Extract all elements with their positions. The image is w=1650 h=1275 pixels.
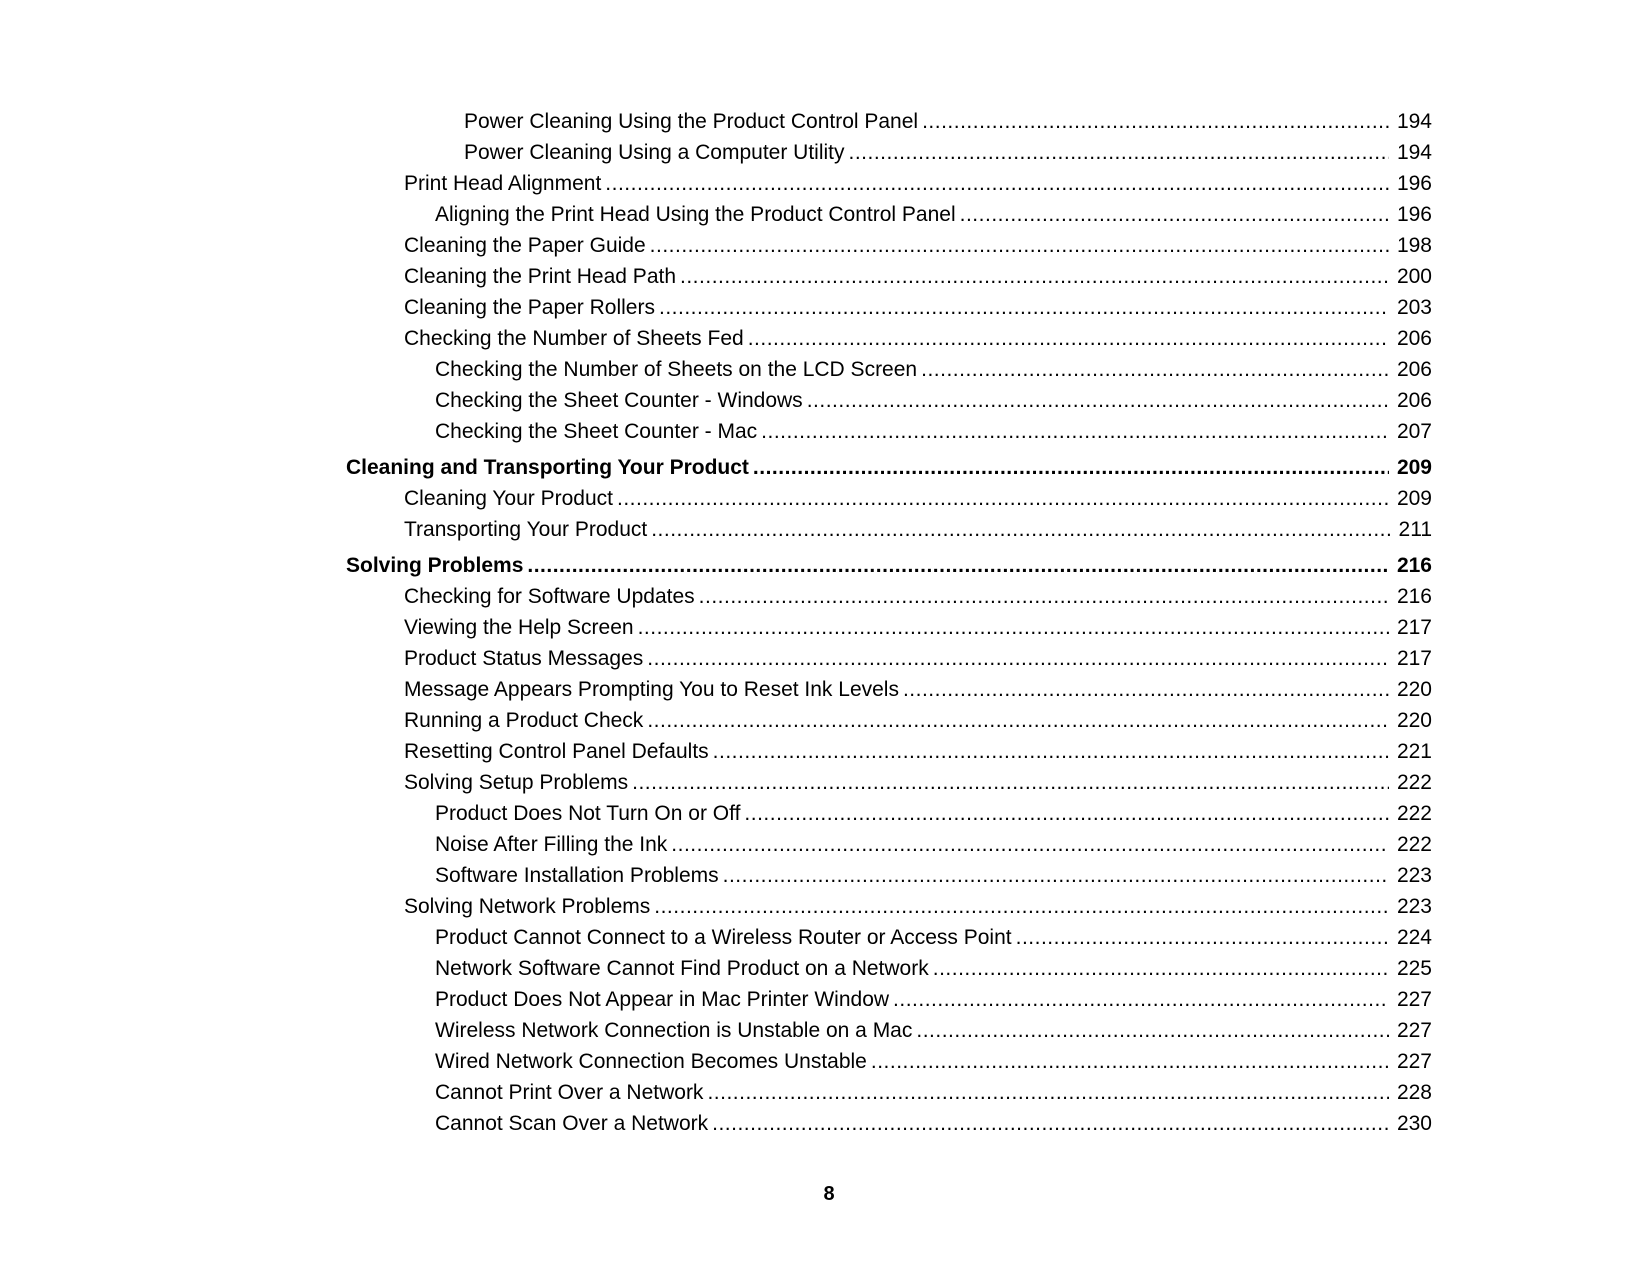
toc-leader-dots bbox=[922, 109, 1389, 134]
toc-leader-dots bbox=[617, 486, 1389, 511]
toc-entry-page: 224 bbox=[1396, 925, 1432, 949]
toc-leader-dots bbox=[903, 677, 1389, 702]
toc-entry[interactable] bbox=[0, 354, 1432, 385]
toc-entry-page: 217 bbox=[1396, 615, 1432, 639]
toc-leader-dots bbox=[699, 584, 1389, 609]
toc-entry-title: Aligning the Print Head Using the Product Control Panel bbox=[435, 202, 956, 226]
toc-entry-title: Cannot Scan Over a Network bbox=[435, 1111, 709, 1135]
toc-entry-title: Network Software Cannot Find Product on a Network bbox=[435, 956, 929, 980]
toc-entry-page: 216 bbox=[1396, 584, 1432, 608]
toc-entry-title: Transporting Your Product bbox=[404, 517, 648, 541]
toc-entry[interactable] bbox=[0, 736, 1432, 767]
toc-entry-page: 227 bbox=[1396, 1018, 1432, 1042]
toc-entry-title: Cannot Print Over a Network bbox=[435, 1080, 704, 1104]
toc-entry[interactable] bbox=[0, 705, 1432, 736]
toc-entry-title: Cleaning the Paper Rollers bbox=[404, 295, 655, 319]
toc-leader-dots bbox=[871, 1049, 1389, 1074]
toc-entry[interactable] bbox=[0, 922, 1432, 953]
toc-leader-dots bbox=[605, 171, 1389, 196]
toc-entry-page: 227 bbox=[1396, 987, 1432, 1011]
toc-leader-dots bbox=[753, 455, 1389, 480]
toc-entry-page: 221 bbox=[1396, 739, 1432, 763]
toc-entry-page: 222 bbox=[1396, 832, 1432, 856]
toc-leader-dots bbox=[671, 832, 1389, 857]
toc-leader-dots bbox=[921, 357, 1389, 382]
toc-entry-title: Checking the Sheet Counter - Mac bbox=[435, 419, 758, 443]
toc-entry-page: 194 bbox=[1396, 109, 1432, 133]
toc-entry[interactable] bbox=[0, 1015, 1432, 1046]
toc-leader-dots bbox=[849, 140, 1389, 165]
toc-entry-title: Wired Network Connection Becomes Unstable bbox=[435, 1049, 867, 1073]
toc-entry[interactable] bbox=[0, 1046, 1432, 1077]
toc-entry-title: Solving Problems bbox=[346, 553, 524, 577]
toc-leader-dots bbox=[638, 615, 1389, 640]
toc-entry-page: 194 bbox=[1396, 140, 1432, 164]
toc-entry-page: 222 bbox=[1396, 770, 1432, 794]
toc-leader-dots bbox=[761, 419, 1389, 444]
toc-entry-page: 223 bbox=[1396, 894, 1432, 918]
toc-entry[interactable] bbox=[0, 416, 1432, 447]
toc-entry-page: 222 bbox=[1396, 801, 1432, 825]
toc-entry[interactable] bbox=[0, 798, 1432, 829]
toc-entry-page: 196 bbox=[1396, 202, 1432, 226]
toc-leader-dots bbox=[680, 264, 1389, 289]
toc-entry[interactable] bbox=[0, 1077, 1432, 1108]
toc-entry[interactable] bbox=[0, 612, 1432, 643]
toc-entry[interactable] bbox=[0, 891, 1432, 922]
toc-entry-title: Solving Setup Problems bbox=[404, 770, 629, 794]
toc-leader-dots bbox=[893, 987, 1389, 1012]
toc-entry-page: 209 bbox=[1396, 486, 1432, 510]
toc-entry-page: 207 bbox=[1396, 419, 1432, 443]
toc-entry-title: Product Cannot Connect to a Wireless Router or Access Point bbox=[435, 925, 1012, 949]
toc-entry-page: 227 bbox=[1396, 1049, 1432, 1073]
toc-entry-title: Cleaning the Paper Guide bbox=[404, 233, 646, 257]
toc-entry-page: 211 bbox=[1398, 517, 1432, 541]
toc-leader-dots bbox=[632, 770, 1389, 795]
toc-entry-title: Solving Network Problems bbox=[404, 894, 651, 918]
toc-entry-page: 196 bbox=[1396, 171, 1432, 195]
toc-entry-title: Cleaning and Transporting Your Product bbox=[346, 455, 749, 479]
toc-entry[interactable] bbox=[0, 137, 1432, 168]
toc-entry[interactable] bbox=[0, 106, 1432, 137]
toc-entry[interactable] bbox=[0, 860, 1432, 891]
toc-leader-dots bbox=[1016, 925, 1389, 950]
toc-entry[interactable] bbox=[0, 581, 1432, 612]
toc-entry-title: Message Appears Prompting You to Reset Ink Levels bbox=[404, 677, 899, 701]
toc-leader-dots bbox=[748, 326, 1389, 351]
toc-entry[interactable] bbox=[0, 953, 1432, 984]
toc-entry-page: 198 bbox=[1396, 233, 1432, 257]
toc-leader-dots bbox=[744, 801, 1389, 826]
toc-entry[interactable] bbox=[0, 385, 1432, 416]
toc-entry-title: Checking the Sheet Counter - Windows bbox=[435, 388, 803, 412]
toc-entry-page: 225 bbox=[1396, 956, 1432, 980]
toc-entry-page: 209 bbox=[1396, 455, 1432, 479]
toc-entry-title: Product Status Messages bbox=[404, 646, 644, 670]
toc-entry-page: 230 bbox=[1396, 1111, 1432, 1135]
toc-entry-page: 206 bbox=[1396, 326, 1432, 350]
toc-entry-title: Checking for Software Updates bbox=[404, 584, 695, 608]
toc-entry[interactable] bbox=[0, 452, 1432, 483]
toc-entry[interactable] bbox=[0, 767, 1432, 798]
toc-entry[interactable] bbox=[0, 829, 1432, 860]
toc-leader-dots bbox=[647, 646, 1389, 671]
toc-entry[interactable] bbox=[0, 292, 1432, 323]
toc-entry-title: Running a Product Check bbox=[404, 708, 644, 732]
toc-entry-page: 206 bbox=[1396, 388, 1432, 412]
toc-entry-page: 216 bbox=[1396, 553, 1432, 577]
toc-entry-title: Cleaning Your Product bbox=[404, 486, 613, 510]
toc-leader-dots bbox=[960, 202, 1389, 227]
toc-entry[interactable] bbox=[0, 550, 1432, 581]
toc-entry-title: Power Cleaning Using a Computer Utility bbox=[464, 140, 845, 164]
toc-entry-title: Viewing the Help Screen bbox=[404, 615, 634, 639]
toc-entry-title: Resetting Control Panel Defaults bbox=[404, 739, 709, 763]
toc-entry[interactable] bbox=[0, 168, 1432, 199]
toc-entry[interactable] bbox=[0, 1108, 1432, 1139]
toc-entry[interactable] bbox=[0, 199, 1432, 230]
toc-entry[interactable] bbox=[0, 230, 1432, 261]
toc-entry-title: Checking the Number of Sheets Fed bbox=[404, 326, 744, 350]
toc-leader-dots bbox=[916, 1018, 1389, 1043]
toc-entry-page: 220 bbox=[1396, 677, 1432, 701]
toc-leader-dots bbox=[650, 233, 1389, 258]
toc-entry-title: Cleaning the Print Head Path bbox=[404, 264, 677, 288]
toc-entry-page: 228 bbox=[1396, 1080, 1432, 1104]
toc-entry-page: 203 bbox=[1396, 295, 1432, 319]
toc-leader-dots bbox=[654, 894, 1389, 919]
toc-entry-page: 217 bbox=[1396, 646, 1432, 670]
toc-leader-dots bbox=[527, 553, 1389, 578]
toc-entry-page: 223 bbox=[1396, 863, 1432, 887]
toc-entry-page: 220 bbox=[1396, 708, 1432, 732]
toc-entry-title: Wireless Network Connection is Unstable on a Mac bbox=[435, 1018, 913, 1042]
toc-leader-dots bbox=[807, 388, 1389, 413]
toc-entry-page: 206 bbox=[1396, 357, 1432, 381]
toc-leader-dots bbox=[707, 1080, 1389, 1105]
page-number: 8 bbox=[823, 1183, 835, 1205]
toc-entry-title: Product Does Not Appear in Mac Printer Window bbox=[435, 987, 890, 1011]
toc-entry-title: Product Does Not Turn On or Off bbox=[435, 801, 741, 825]
toc-entry-title: Software Installation Problems bbox=[435, 863, 719, 887]
table-of-contents bbox=[0, 106, 1650, 1139]
toc-leader-dots bbox=[651, 517, 1390, 542]
toc-leader-dots bbox=[713, 739, 1389, 764]
toc-entry-title: Power Cleaning Using the Product Control Panel bbox=[464, 109, 919, 133]
toc-leader-dots bbox=[659, 295, 1389, 320]
toc-leader-dots bbox=[723, 863, 1389, 888]
toc-entry[interactable] bbox=[0, 674, 1432, 705]
toc-entry-title: Print Head Alignment bbox=[404, 171, 602, 195]
toc-leader-dots bbox=[712, 1111, 1389, 1136]
toc-entry[interactable] bbox=[0, 483, 1432, 514]
toc-entry[interactable] bbox=[0, 643, 1432, 674]
toc-entry-title: Noise After Filling the Ink bbox=[435, 832, 668, 856]
toc-entry[interactable] bbox=[0, 261, 1432, 292]
toc-entry-page: 200 bbox=[1396, 264, 1432, 288]
toc-entry[interactable] bbox=[0, 984, 1432, 1015]
toc-entry[interactable] bbox=[0, 323, 1432, 354]
toc-entry[interactable] bbox=[0, 514, 1432, 545]
toc-leader-dots bbox=[647, 708, 1389, 733]
toc-entry-title: Checking the Number of Sheets on the LCD Screen bbox=[435, 357, 918, 381]
toc-leader-dots bbox=[933, 956, 1389, 981]
